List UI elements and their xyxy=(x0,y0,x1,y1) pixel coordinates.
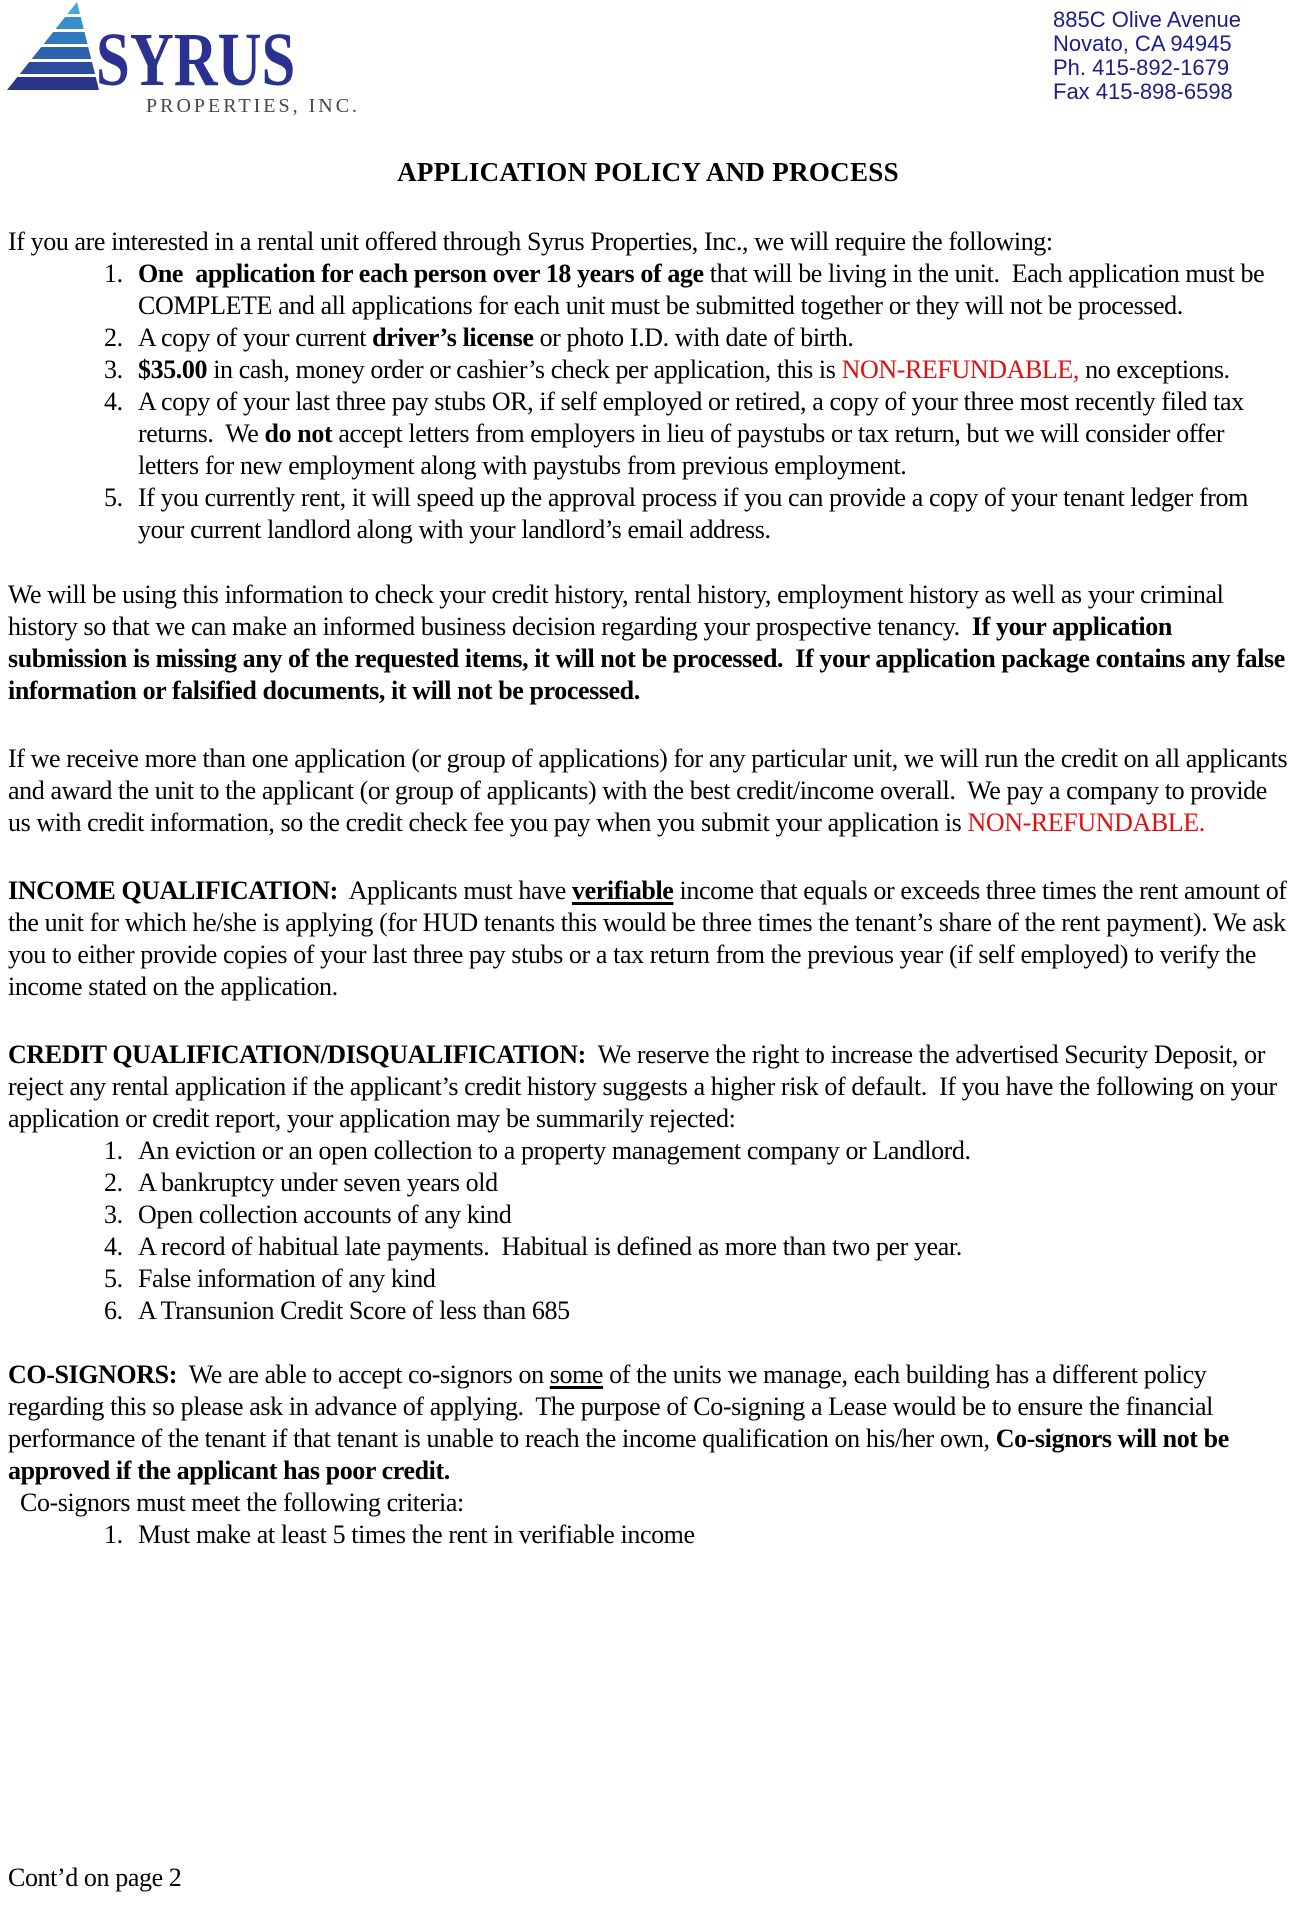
list-item xyxy=(0,1263,1296,1295)
list-item xyxy=(0,354,1296,386)
cosignors-paragraph: CO-SIGNORS: We are able to accept co-signors on some of the units we manage, each building has a different policy regarding this so please ask in advance of applying. The purpose of Co-signing a Lease would be to ensure the financial performance of the tenant if that tenant is unable to reach the income qualification on his/her own, Co-signors will not be approved if the applicant has poor credit. xyxy=(8,1360,1235,1485)
screening-paragraph: We will be using this information to check your credit history, rental history, employment history as well as your criminal history so that we can make an informed business decision regarding your prospective tenancy. If your application submission is missing any of the requested items, it will not be processed. If your application package contains any false information or falsified documents, it will not be processed. xyxy=(8,580,1292,705)
list-item-text: Open collection accounts of any kind xyxy=(138,1200,512,1229)
list-item-text: False information of any kind xyxy=(138,1264,436,1293)
list-item-text: A copy of your last three pay stubs OR, if self employed or retired, a copy of your three most recently filed tax returns. We do not accept letters from employers in lieu of paystubs or tax return, but we will consider offer letters for new employment along with paystubs from previous employment. xyxy=(138,387,1250,480)
list-item-text: A Transunion Credit Score of less than 685 xyxy=(138,1296,570,1325)
list-item-text: If you currently rent, it will speed up the approval process if you can provide a copy of your tenant ledger from your current landlord along with your landlord’s email address. xyxy=(138,483,1255,544)
list-number: 1. xyxy=(104,1136,123,1165)
list-item-text: Must make at least 5 times the rent in verifiable income xyxy=(138,1520,695,1549)
requirements-list xyxy=(0,258,1296,546)
list-number: 5. xyxy=(104,483,123,512)
list-number: 4. xyxy=(104,387,123,416)
list-number: 2. xyxy=(104,1168,123,1197)
list-item-text: One application for each person over 18 years of age that will be living in the unit. Each application must be COMPLETE and all applications for each unit must be submitted together or they will not be processed. xyxy=(138,259,1271,320)
income-qualification-paragraph: INCOME QUALIFICATION: Applicants must have verifiable income that equals or exceeds three times the rent amount of the unit for which he/she is applying (for HUD tenants this would be three times the tenant’s share of the rent payment). We ask you to either provide copies of your last three pay stubs or a tax return from the previous year (if self employed) to verify the income stated on the application. xyxy=(8,876,1293,1001)
company-address xyxy=(1053,8,1241,104)
address-line-fax: Fax 415-898-6598 xyxy=(1053,79,1233,104)
list-item xyxy=(0,482,1296,546)
list-number: 1. xyxy=(104,1520,123,1549)
list-item xyxy=(0,1519,1296,1551)
list-item xyxy=(0,1231,1296,1263)
list-item xyxy=(0,1135,1296,1167)
list-number: 6. xyxy=(104,1296,123,1325)
company-subtitle: PROPERTIES, INC. xyxy=(146,95,361,117)
list-item-text: A copy of your current driver’s license or photo I.D. with date of birth. xyxy=(138,323,854,352)
address-line-phone: Ph. 415-892-1679 xyxy=(1053,55,1230,80)
list-item xyxy=(0,258,1296,322)
cosignor-criteria-intro: Co-signors must meet the following criteria: xyxy=(20,1488,464,1517)
list-item xyxy=(0,322,1296,354)
cosignor-criteria-list xyxy=(0,1519,1296,1551)
list-number: 3. xyxy=(104,355,123,384)
multiple-applications-paragraph: If we receive more than one application (or group of applications) for any particular unit, we will run the credit on all applicants and award the unit to the applicant (or group of applicants) with the best credit/income overall. We pay a company to provide us with credit information, so the credit check fee you pay when you submit your application is NON-REFUNDABLE. xyxy=(8,744,1294,837)
list-number: 2. xyxy=(104,323,123,352)
list-item xyxy=(0,1167,1296,1199)
credit-qualification-paragraph: CREDIT QUALIFICATION/DISQUALIFICATION: We reserve the right to increase the advertised Security Deposit, or reject any rental application if the applicant’s credit history suggests a higher risk of default. If you have the following on your application or credit report, your application may be summarily rejected: xyxy=(8,1040,1283,1133)
address-line-city: Novato, CA 94945 xyxy=(1053,31,1232,56)
company-name: SYRUS xyxy=(96,18,296,102)
list-item-text: An eviction or an open collection to a property management company or Landlord. xyxy=(138,1136,971,1165)
list-number: 3. xyxy=(104,1200,123,1229)
credit-rejection-list xyxy=(0,1135,1296,1327)
list-number: 4. xyxy=(104,1232,123,1261)
list-number: 1. xyxy=(104,259,123,288)
intro-paragraph: If you are interested in a rental unit offered through Syrus Properties, Inc., we will require the following: xyxy=(8,227,1053,256)
list-number: 5. xyxy=(104,1264,123,1293)
list-item-text: A record of habitual late payments. Habitual is defined as more than two per year. xyxy=(138,1232,962,1261)
letterhead xyxy=(0,0,1296,120)
continuation-note: Cont’d on page 2 xyxy=(8,1863,182,1892)
page-title: APPLICATION POLICY AND PROCESS xyxy=(397,157,899,187)
list-item-text: A bankruptcy under seven years old xyxy=(138,1168,498,1197)
list-item xyxy=(0,1199,1296,1231)
list-item-text: $35.00 in cash, money order or cashier’s check per application, this is NON-REFUNDABLE, no exceptions. xyxy=(138,355,1230,384)
list-item xyxy=(0,1295,1296,1327)
pyramid-logo-icon xyxy=(7,2,99,90)
address-line-street: 885C Olive Avenue xyxy=(1053,7,1241,32)
list-item xyxy=(0,386,1296,482)
